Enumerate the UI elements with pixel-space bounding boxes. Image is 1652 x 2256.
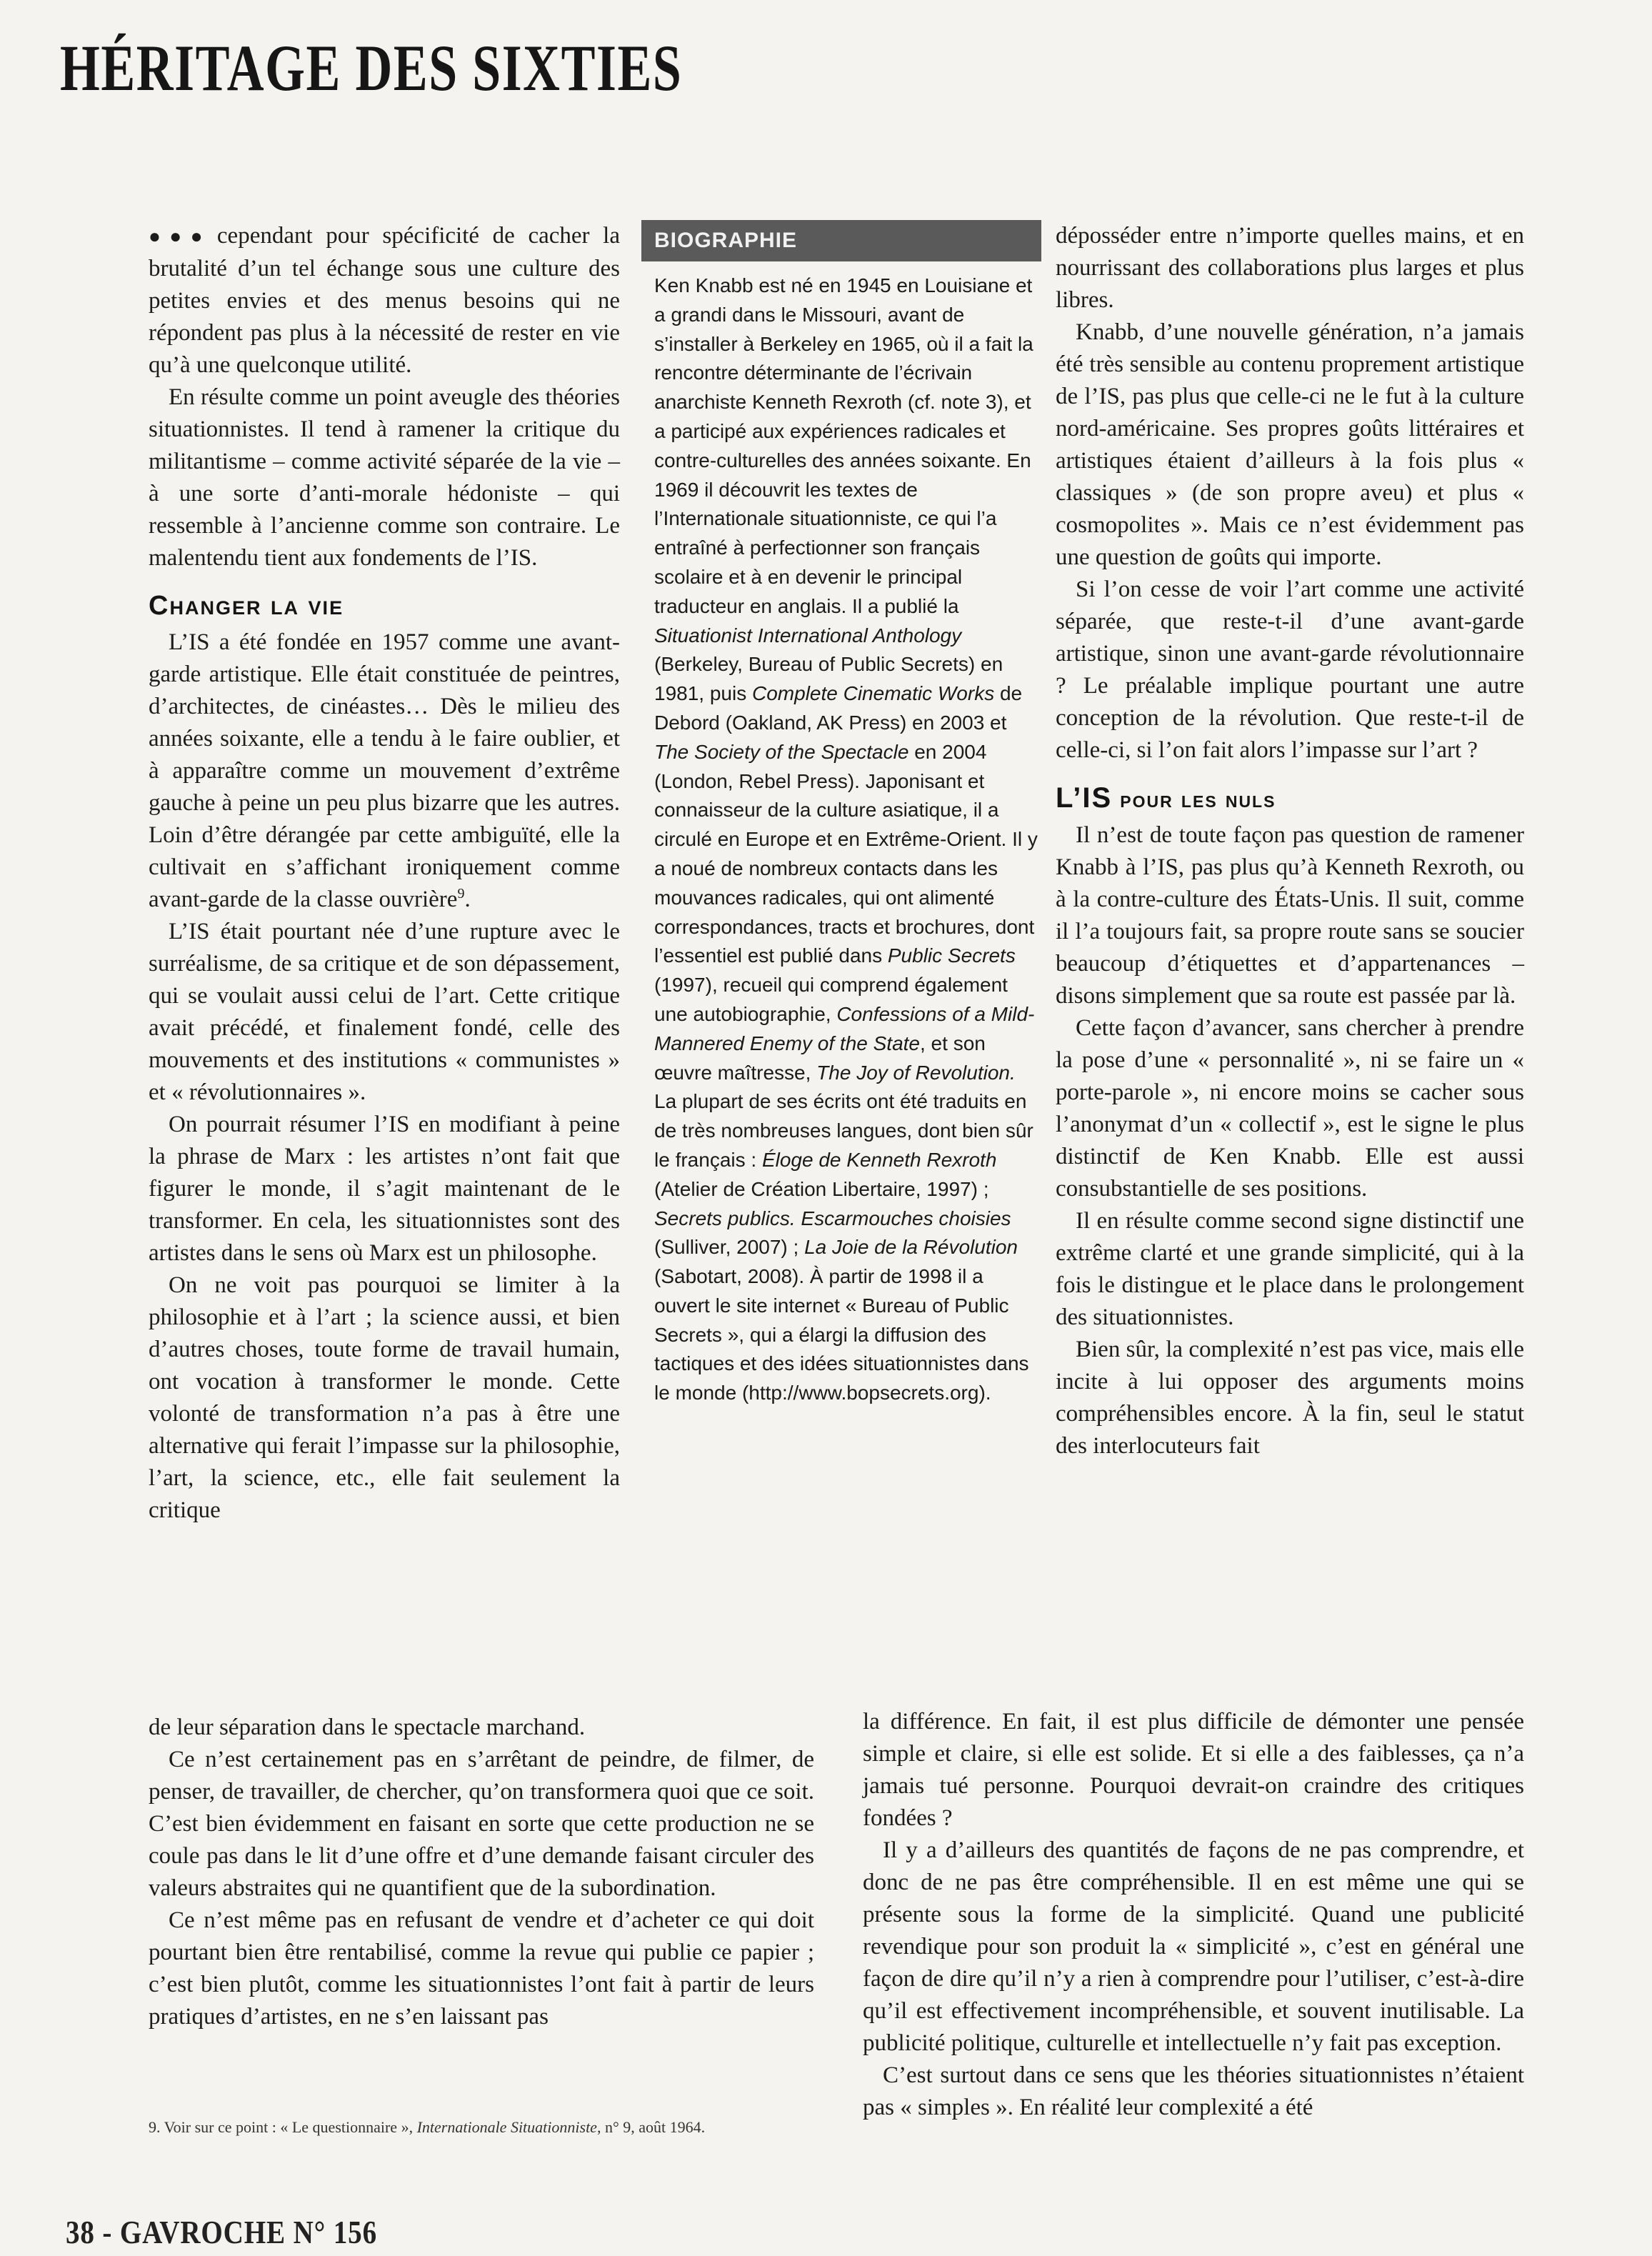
bio-text: (1997), recueil qui comprend également une autobiographie,	[654, 974, 1008, 1025]
subheading-is-pour-les-nuls	[1056, 782, 1524, 815]
footnote-ref: 9	[457, 886, 465, 902]
bio-title: Public Secrets	[887, 944, 1016, 967]
paragraph-text: cependant pour spécificité de cacher la brutalité d’un tel échange sous une culture des petites envies et des menus besoins qui ne répondent pas plus à la nécessité de rester en vie qu’à une quelconque utilité.	[149, 223, 620, 378]
paragraph: C’est surtout dans ce sens que les théories situationnistes n’étaient pas « simples ». En réalité leur complexité a été	[863, 2062, 1524, 2120]
paragraph	[149, 627, 620, 916]
column-right	[1056, 220, 1524, 1462]
bio-title: Complete Cinematic Works	[752, 682, 995, 705]
bio-text: Ken Knabb est né en 1945 en Louisiane et a grandi dans le Missouri, avant de s’installer à Berkeley en 1965, où il a fait la rencontre déterminante de l’écrivain anarchiste Kenneth Rexroth (cf. note 3), et a participé aux expériences radicales et contre-culturelles des années soixante. En 1969 il découvrit les textes de l’Internationale situationniste, ce qui l’a entraîné à perfectionner son français scolaire et à en devenir le principal traducteur en anglais. Il a publié la	[654, 274, 1033, 617]
biography-header: BIOGRAPHIE	[641, 220, 1041, 261]
paragraph: Si l’on cesse de voir l’art comme une activité séparée, que reste-t-il d’une avant-garde artistique, sinon une avant-garde révolutionnaire ? Le préalable implique pourtant une autre conception de la révolution. Que reste-t-il de celle-ci, si l’on fait alors l’impasse sur l’art ?	[1056, 577, 1524, 763]
bio-title: Éloge de Kenneth Rexroth	[761, 1148, 997, 1171]
page-folio: 38 - GAVROCHE N° 156	[66, 2214, 377, 2250]
column-left	[149, 220, 620, 1527]
paragraph: Il en résulte comme second signe distinctif une extrême clarté et une grande simplicité, qui à la fois le distingue et le place dans le prolongement des situationnistes.	[1056, 1208, 1524, 1330]
paragraph	[149, 220, 620, 381]
bio-text: (Berkeley, Bureau of Public Secrets) en 1981, puis	[654, 653, 1003, 705]
footnote-text: 9. Voir sur ce point : « Le questionnaire »,	[149, 2118, 417, 2136]
paragraph: Cette façon d’avancer, sans chercher à prendre la pose d’une « personnalité », ni se faire un « porte-parole », ni encore moins se cacher sous l’anonymat d’un « collectif », est le signe le plus distinctif de Ken Knabb. Elle est aussi consubstantielle de ses positions.	[1056, 1015, 1524, 1202]
paragraph: Knabb, d’une nouvelle génération, n’a jamais été très sensible au contenu proprement artistique de l’IS, pas plus que celle-ci ne le fut à la culture nord-américaine. Ses propres goûts littéraires et artistiques étaient d’ailleurs à la fois plus « classiques » (de son propre aveu) et plus « cosmopolites ». Mais ce n’est évidemment pas une question de goûts qui importe.	[1056, 319, 1524, 570]
bio-title: La Joie de la Révolution	[804, 1236, 1018, 1259]
bio-text: La plupart de ses écrits ont été traduits en de très nombreuses langues, dont bien sûr le français :	[654, 1090, 1033, 1171]
paragraph: déposséder entre n’importe quelles mains, et en nourrissant des collaborations plus larges et plus libres.	[1056, 223, 1524, 313]
column-right-bottom	[863, 1706, 1524, 2124]
paragraph: la différence. En fait, il est plus difficile de démonter une pensée simple et claire, si elle est solide. Et si elle a des faiblesses, ça n’a jamais tué personne. Pourquoi devrait-on craindre des critiques fondées ?	[863, 1709, 1524, 1831]
paragraph: Ce n’est même pas en refusant de vendre et d’acheter ce qui doit pourtant bien être rentabilisé, comme la revue qui publie ce papier ; c’est bien plutôt, comme les situationnistes l’ont fait à partir de leurs pratiques d’artistes, en ne s’en laissant pas	[149, 1907, 814, 2030]
footnote-title: Internationale Situationniste	[416, 2118, 597, 2136]
continuation-bullets: ●●●	[149, 226, 211, 248]
bio-title: Secrets publics. Escarmouches choisies	[654, 1207, 1011, 1229]
subheading-part: L’IS	[1056, 782, 1113, 814]
bio-text: en 2004 (London, Rebel Press). Japonisant et connaisseur de la culture asiatique, il a circulé en Europe et en Extrême-Orient. Il y a noué de nombreux contacts dans les mouvances radicales, qui ont alimenté correspondances, tracts et brochures, dont l’essentiel est publié dans	[654, 740, 1038, 967]
footnote-text: , n° 9, août 1964.	[596, 2118, 706, 2136]
paragraph: On ne voit pas pourquoi se limiter à la philosophie et à l’art ; la science aussi, et bien d’autres choses, toute forme de travail humain, ont vocation à transformer le monde. Cette volonté de transformation n’a pas à être une alternative qui ferait l’impasse sur la philosophie, l’art, la science, etc., elle fait seulement la critique	[149, 1272, 620, 1523]
bio-text: , et son œuvre maîtresse,	[654, 1032, 986, 1084]
footnote	[149, 2116, 791, 2139]
section-title: HÉRITAGE DES SIXTIES	[60, 31, 683, 104]
bio-text: (Sulliver, 2007) ;	[654, 1236, 805, 1259]
bio-text: (Atelier de Création Libertaire, 1997) ;	[654, 1177, 989, 1200]
paragraph: L’IS était pourtant née d’une rupture avec le surréalisme, de sa critique et de son dépassement, qui se voulait aussi celui de l’art. Cette critique avait précédé, et finalement fondé, celle des mouvements et des institutions « communistes » et « révolutionnaires ».	[149, 919, 620, 1105]
paragraph: Ce n’est certainement pas en s’arrêtant de peindre, de filmer, de penser, de travailler, de chercher, qu’on transformera quoi que ce soit. C’est bien évidemment en faisant en sorte que cette production ne se coule pas dans le lit d’une offre et d’une demande faisant circuler des valeurs abstraites qui ne quantifient que de la subordination.	[149, 1747, 814, 1901]
biography-box	[641, 220, 1041, 1408]
paragraph: En résulte comme un point aveugle des théories situationnistes. Il tend à ramener la critique du militantisme – comme activité séparée de la vie – à une sorte d’anti-morale hédoniste – qui ressemble à l’ancienne comme son contraire. Le malentendu tient aux fondements de l’IS.	[149, 384, 620, 571]
bio-text: de Debord (Oakland, AK Press) en 2003 et	[654, 682, 1023, 734]
paragraph-text: .	[464, 887, 471, 912]
column-left-bottom	[149, 1712, 814, 2033]
paragraph: Bien sûr, la complexité n’est pas vice, mais elle incite à lui opposer des arguments moins compréhensibles encore. À la fin, seul le statut des interlocuteurs fait	[1056, 1337, 1524, 1459]
bio-title: The Society of the Spectacle	[654, 740, 909, 763]
paragraph: de leur séparation dans le spectacle marchand.	[149, 1715, 586, 1740]
subheading-part: pour les nuls	[1112, 786, 1276, 812]
bio-title: Confessions of a Mild-Mannered Enemy of the State	[654, 1002, 1035, 1054]
paragraph: Il y a d’ailleurs des quantités de façons de ne pas comprendre, et donc de ne pas être compréhensible. Il en est même une qui se présente sous la forme de la simplicité. Quand une publicité revendique pour son produit la « simplicité », c’est en général une façon de dire qu’il n’y a rien à comprendre pour l’utiliser, c’est-à-dire qu’il est effectivement incompréhensible, et souvent inutilisable. La publicité politique, culturelle et intellectuelle n’y fait pas exception.	[863, 1837, 1524, 2056]
paragraph-text: L’IS a été fondée en 1957 comme une avant-garde artistique. Elle était constituée de peintres, d’architectes, de cinéastes… Dès le milieu des années soixante, elle a tendu à le faire oublier, et à apparaître comme un mouvement d’extrême gauche à peine un peu plus bizarre que les autres. Loin d’être dérangée par cette ambiguïté, elle la cultivait en s’affichant ironiquement comme avant-garde de la classe ouvrière	[149, 629, 620, 912]
bio-title: Situationist International Anthology	[654, 624, 962, 647]
biography-text	[641, 271, 1041, 1408]
paragraph: Il n’est de toute façon pas question de ramener Knabb à l’IS, pas plus qu’à Kenneth Rexroth, ou à la contre-culture des États-Unis. Il suit, comme il l’a toujours fait, sa propre route sans se soucier beaucoup d’étiquettes et d’appartenances – disons simplement que sa route est passée par là.	[1056, 822, 1524, 1009]
subheading-changer-la-vie: Changer la vie	[149, 591, 344, 621]
bio-title: The Joy of Revolution.	[816, 1061, 1016, 1084]
bio-text: (Sabotart, 2008). À partir de 1998 il a ouvert le site internet « Bureau of Public Secrets », qui a élargi la diffusion des tactiques et des idées situationnistes dans le monde (http://www.bopsecrets.org).	[654, 1265, 1029, 1404]
paragraph: On pourrait résumer l’IS en modifiant à peine la phrase de Marx : les artistes n’ont fait que figurer le monde, il s’agit maintenant de le transformer. En cela, les situationnistes sont des artistes dans le sens où Marx est un philosophe.	[149, 1112, 620, 1266]
